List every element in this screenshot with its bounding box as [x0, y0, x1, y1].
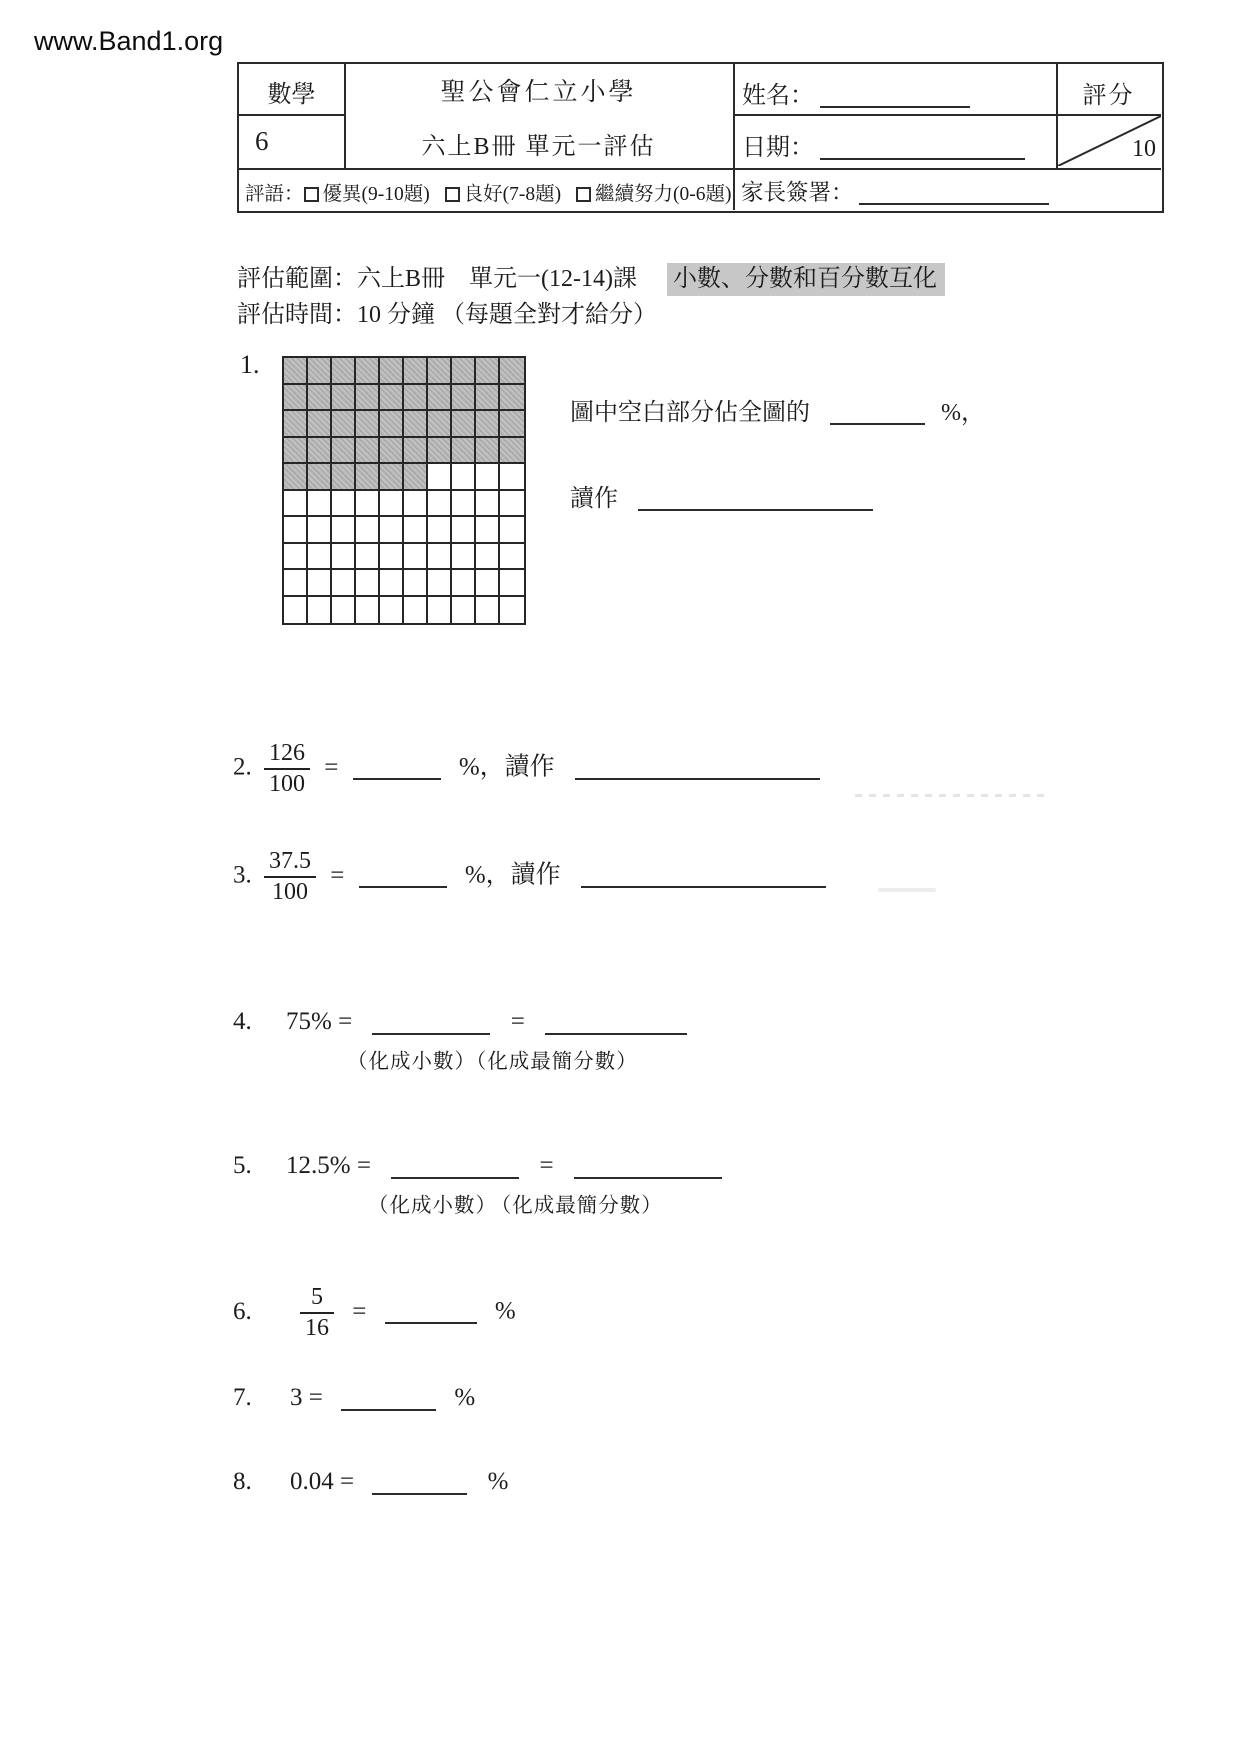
fraction-numerator: 126: [269, 740, 305, 766]
q5-expression: 12.5% =: [286, 1152, 371, 1179]
header-table: [237, 62, 1164, 213]
comment-label: 評語：: [245, 184, 304, 205]
equals-sign: =: [324, 753, 339, 781]
grid-cell: [332, 358, 356, 385]
scan-artifact: [878, 888, 936, 892]
question-number: 1.: [240, 350, 260, 379]
answer-blank: [385, 1298, 477, 1324]
grid-cell: [500, 358, 524, 385]
grid-cell: [284, 517, 308, 544]
grid-cell: [404, 491, 428, 518]
fraction-denominator: 100: [269, 770, 305, 797]
question-number: 5.: [233, 1152, 252, 1179]
grid-cell: [500, 464, 524, 491]
grid-cell: [380, 491, 404, 518]
grid-cell: [452, 438, 476, 465]
grid-cell: [428, 438, 452, 465]
grid-cell: [356, 411, 380, 438]
name-label: 姓名：: [742, 83, 814, 109]
grid-cell: [308, 438, 332, 465]
grid-cell: [380, 358, 404, 385]
grid-cell: [356, 597, 380, 624]
question-number: 7.: [233, 1384, 252, 1411]
grid-cell: [404, 570, 428, 597]
grid-cell: [452, 464, 476, 491]
grid-cell: [404, 358, 428, 385]
answer-blank: [372, 1009, 490, 1035]
grid-cell: [308, 385, 332, 412]
grid-cell: [452, 411, 476, 438]
read-blank: [581, 862, 826, 888]
grid-cell: [308, 570, 332, 597]
grid-cell: [428, 411, 452, 438]
grid-cell: [284, 438, 308, 465]
grid-cell: [476, 491, 500, 518]
parent-sign-label: 家長簽署：: [741, 180, 854, 205]
grid-cell: [332, 438, 356, 465]
parent-sign-blank: [859, 182, 1049, 205]
grid-cell: [500, 411, 524, 438]
fraction-numerator: 5: [311, 1284, 323, 1310]
grid-cell: [308, 517, 332, 544]
answer-blank: [359, 862, 447, 888]
grid-cell: [308, 411, 332, 438]
grid-cell: [500, 517, 524, 544]
question-number: 8.: [233, 1468, 252, 1495]
answer-blank: [353, 754, 441, 780]
grid-cell: [308, 544, 332, 571]
fraction-denominator: 16: [305, 1314, 329, 1341]
answer-blank: [372, 1469, 467, 1495]
grid-cell: [476, 385, 500, 412]
q8-expression: 0.04 =: [290, 1468, 355, 1495]
grid-cell: [380, 411, 404, 438]
grid-cell: [404, 597, 428, 624]
equals-sign: =: [352, 1297, 367, 1325]
convert-decimal-label: （化成小數）: [347, 1051, 476, 1073]
grid-cell: [284, 597, 308, 624]
grid-cell: [404, 385, 428, 412]
percent-read-label: %，讀作: [458, 753, 555, 781]
answer-blank: [830, 400, 925, 425]
grade-label: 6: [255, 126, 269, 156]
hundred-grid: [282, 356, 526, 625]
table-line: [733, 64, 735, 210]
convert-fraction-label: （化成最簡分數）: [501, 1195, 663, 1217]
grid-cell: [332, 464, 356, 491]
grid-cell: [380, 438, 404, 465]
topic-highlight: 小數、分數和百分數互化: [667, 263, 945, 296]
q1-prompt: 圖中空白部分佔全圖的: [570, 400, 810, 426]
grid-cell: [356, 358, 380, 385]
grid-cell: [308, 491, 332, 518]
grid-cell: [308, 358, 332, 385]
table-line: [239, 168, 1161, 170]
date-label: 日期：: [742, 135, 814, 161]
fraction: [264, 740, 310, 798]
percent-read-label: %，讀作: [464, 861, 561, 889]
percent-sign: %: [454, 1384, 476, 1411]
grid-cell: [356, 544, 380, 571]
answer-blank: [574, 1153, 722, 1179]
comment-option-label: 良好(7-8題): [463, 184, 562, 205]
grid-cell: [452, 385, 476, 412]
grid-cell: [428, 464, 452, 491]
convert-fraction-label: （化成最簡分數）: [476, 1051, 638, 1073]
subject-label: 數學: [267, 82, 316, 108]
equals-sign: =: [510, 1008, 525, 1035]
time-text: 評估時間：10 分鐘 （每題全對才給分）: [237, 302, 657, 328]
grid-cell: [404, 544, 428, 571]
equals-sign: =: [330, 861, 345, 889]
grid-cell: [428, 570, 452, 597]
grid-cell: [452, 544, 476, 571]
grid-cell: [284, 544, 308, 571]
answer-blank: [341, 1385, 436, 1411]
score-label: 評分: [1082, 83, 1135, 109]
grid-cell: [500, 597, 524, 624]
checkbox-icon: [304, 187, 319, 202]
grid-cell: [500, 385, 524, 412]
answer-blank: [391, 1153, 519, 1179]
grid-cell: [356, 438, 380, 465]
grid-cell: [452, 570, 476, 597]
fraction-denominator: 100: [272, 878, 308, 905]
grid-cell: [500, 438, 524, 465]
answer-blank: [638, 486, 873, 511]
grid-cell: [332, 385, 356, 412]
date-blank: [820, 135, 1025, 160]
grid-cell: [356, 385, 380, 412]
grid-cell: [380, 385, 404, 412]
comment-option-label: 優異(9-10題): [322, 184, 430, 205]
school-name: 聖公會仁立小學: [440, 79, 637, 106]
grid-cell: [284, 358, 308, 385]
exam-title: 六上B冊 單元一評估: [421, 134, 656, 160]
fraction-numerator: 37.5: [269, 848, 311, 874]
grid-cell: [452, 517, 476, 544]
grid-cell: [332, 570, 356, 597]
watermark-text: www.Band1.org: [34, 26, 224, 56]
grid-cell: [356, 464, 380, 491]
grid-cell: [380, 597, 404, 624]
grid-cell: [476, 464, 500, 491]
question-number: 4.: [233, 1008, 252, 1035]
grid-cell: [428, 517, 452, 544]
grid-cell: [404, 517, 428, 544]
percent-sign: %: [494, 1297, 516, 1325]
grid-cell: [404, 464, 428, 491]
grid-cell: [380, 464, 404, 491]
comment-option-label: 繼續努力(0-6題): [594, 184, 732, 205]
fraction: [264, 848, 316, 906]
grid-cell: [428, 544, 452, 571]
grid-cell: [500, 544, 524, 571]
q1-read-label: 讀作: [570, 486, 618, 512]
convert-decimal-label: （化成小數）: [368, 1195, 497, 1217]
answer-blank: [545, 1009, 687, 1035]
checkbox-icon: [576, 187, 591, 202]
percent-sign: %: [487, 1468, 509, 1495]
scope-text: 評估範圍：六上B冊 單元一(12-14)課: [237, 266, 637, 292]
grid-cell: [284, 385, 308, 412]
grid-cell: [356, 491, 380, 518]
grid-cell: [380, 570, 404, 597]
grid-cell: [476, 411, 500, 438]
grid-cell: [476, 544, 500, 571]
question-number: 6.: [233, 1297, 252, 1325]
fraction-bar: [300, 1312, 334, 1314]
grid-cell: [428, 385, 452, 412]
table-line: [239, 114, 344, 116]
grid-cell: [332, 517, 356, 544]
grid-cell: [284, 411, 308, 438]
name-blank: [820, 83, 970, 108]
checkbox-icon: [445, 187, 460, 202]
grid-cell: [284, 464, 308, 491]
grid-cell: [428, 597, 452, 624]
grid-cell: [476, 597, 500, 624]
grid-cell: [476, 358, 500, 385]
grid-cell: [308, 464, 332, 491]
q7-expression: 3 =: [290, 1384, 323, 1411]
question-number: 3.: [233, 861, 252, 889]
score-total: 10: [1132, 136, 1156, 162]
grid-cell: [332, 597, 356, 624]
read-blank: [575, 754, 820, 780]
fraction: [300, 1284, 334, 1342]
grid-cell: [476, 438, 500, 465]
grid-cell: [476, 517, 500, 544]
fraction-bar: [264, 768, 310, 770]
grid-cell: [428, 491, 452, 518]
grid-cell: [356, 517, 380, 544]
grid-cell: [452, 358, 476, 385]
grid-cell: [452, 597, 476, 624]
grid-cell: [284, 491, 308, 518]
q4-expression: 75% =: [286, 1008, 353, 1035]
grid-cell: [332, 411, 356, 438]
grid-cell: [476, 570, 500, 597]
grid-cell: [500, 491, 524, 518]
grid-cell: [404, 438, 428, 465]
grid-cell: [452, 491, 476, 518]
equals-sign: =: [539, 1152, 554, 1179]
grid-cell: [332, 491, 356, 518]
q1-percent: %，: [941, 400, 985, 426]
grid-cell: [284, 570, 308, 597]
grid-cell: [404, 411, 428, 438]
grid-cell: [356, 570, 380, 597]
grid-cell: [308, 597, 332, 624]
grid-cell: [428, 358, 452, 385]
scan-artifact: [855, 794, 1050, 797]
grid-cell: [500, 570, 524, 597]
grid-cell: [380, 517, 404, 544]
question-number: 2.: [233, 753, 252, 781]
fraction-bar: [264, 876, 316, 878]
grid-cell: [380, 544, 404, 571]
grid-cell: [332, 544, 356, 571]
